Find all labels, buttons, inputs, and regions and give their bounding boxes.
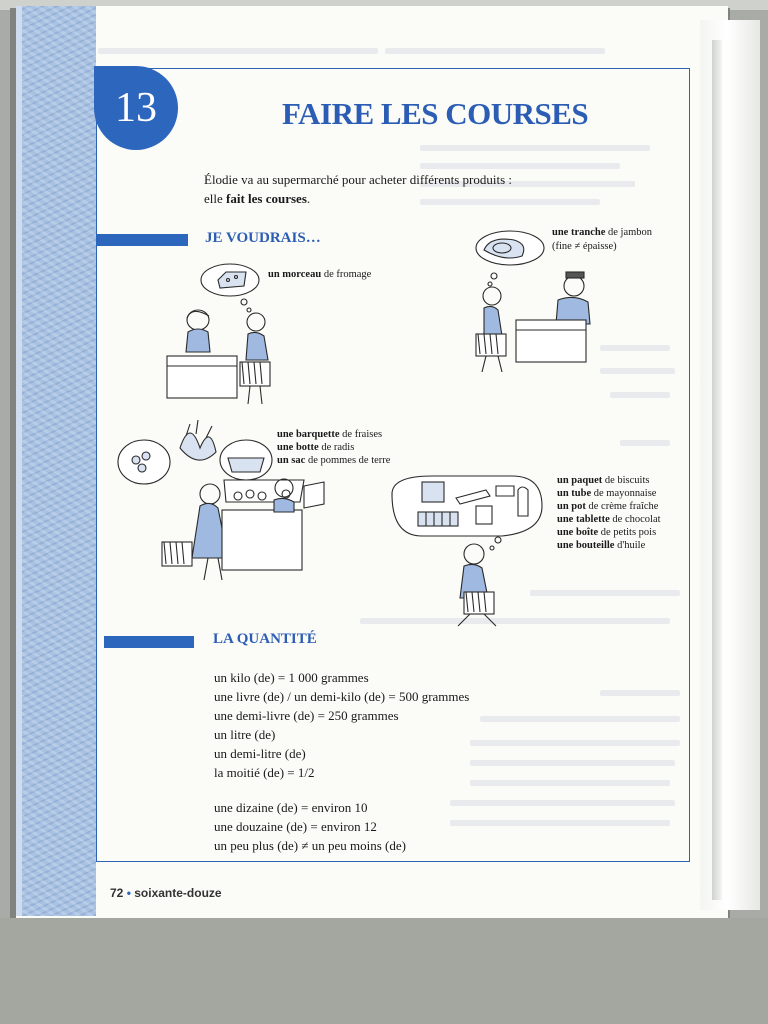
footer-separator: •	[126, 886, 131, 900]
page-title: FAIRE LES COURSES	[282, 96, 589, 131]
chapter-number: 13	[115, 85, 157, 131]
label-pommes: un sac de pommes de terre	[277, 455, 391, 466]
intro-keyword: fait les courses	[226, 191, 307, 206]
page-footer	[110, 886, 222, 900]
quantity-line: la moitié (de) = 1/2	[214, 765, 315, 780]
label-jambon: une tranche de jambon	[552, 227, 653, 238]
scan-background-bottom	[0, 918, 768, 1024]
label-fromage: un morceau de fromage	[268, 269, 372, 280]
intro-line-1: Élodie va au supermarché pour acheter différents produits :	[204, 172, 513, 187]
section-title-je-voudrais: JE VOUDRAIS…	[205, 230, 321, 246]
label-creme: un pot de crème fraîche	[557, 501, 659, 512]
quantity-line: une dizaine (de) = environ 10	[214, 800, 368, 815]
quantity-list	[214, 668, 469, 855]
quantity-line: un litre (de)	[214, 727, 276, 742]
chapter-number-badge	[94, 66, 178, 150]
label-huile: une bouteille d'huile	[557, 540, 646, 551]
page-number: 72	[110, 886, 124, 900]
quantity-line: un demi-litre (de)	[214, 746, 306, 761]
quantity-line: un peu plus (de) ≠ un peu moins (de)	[214, 838, 406, 853]
label-radis: une botte de radis	[277, 442, 355, 453]
page-curl-shadow	[712, 40, 722, 900]
intro-paragraph	[204, 170, 512, 208]
quantity-line: une douzaine (de) = environ 12	[214, 819, 377, 834]
label-petits-pois: une boîte de petits pois	[557, 527, 657, 538]
quantity-line: un kilo (de) = 1 000 grammes	[214, 670, 369, 685]
quantity-line: une livre (de) / un demi-kilo (de) = 500 grammes	[214, 689, 470, 704]
label-jambon-note: (fine ≠ épaisse)	[552, 241, 617, 252]
label-fraises: une barquette de fraises	[277, 429, 383, 440]
decorative-blue-strip	[16, 6, 96, 916]
section-title-quantite: LA QUANTITÉ	[213, 631, 317, 647]
label-chocolat: une tablette de chocolat	[557, 514, 661, 525]
intro-line-2: elle fait les courses.	[204, 191, 311, 206]
section-bar-je-voudrais	[96, 234, 188, 246]
label-mayonnaise: un tube de mayonnaise	[557, 488, 657, 499]
label-biscuits: un paquet de biscuits	[557, 475, 650, 486]
page-stack-edge	[16, 6, 22, 916]
illustration-grocery-items	[384, 470, 554, 630]
page-right-edge	[700, 20, 760, 910]
page-number-words: soixante-douze	[134, 886, 222, 900]
section-bar-quantite	[104, 636, 194, 648]
quantity-line: une demi-livre (de) = 250 grammes	[214, 708, 399, 723]
spacer	[214, 782, 469, 798]
